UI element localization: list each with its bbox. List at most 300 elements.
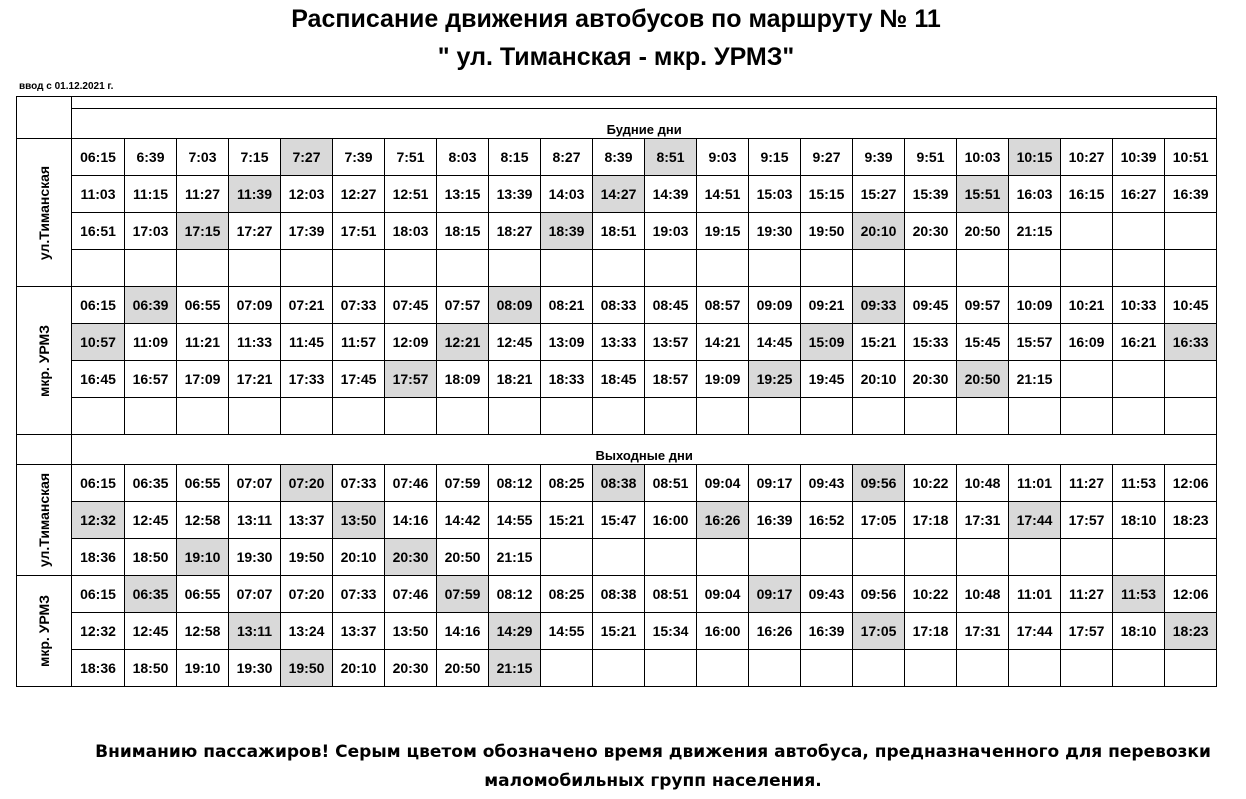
departure-time: 17:57 xyxy=(1061,502,1113,539)
departure-time: 20:30 xyxy=(905,361,957,398)
departure-time-accessible: 16:26 xyxy=(697,502,749,539)
table-row xyxy=(17,650,1217,687)
departure-time: 09:45 xyxy=(905,287,957,324)
departure-time: 10:39 xyxy=(1113,139,1165,176)
departure-time-accessible: 10:15 xyxy=(1009,139,1061,176)
departure-time: 13:24 xyxy=(281,613,333,650)
departure-time: 7:51 xyxy=(385,139,437,176)
departure-time xyxy=(1113,650,1165,687)
departure-time-accessible: 14:27 xyxy=(593,176,645,213)
departure-time: 16:03 xyxy=(1009,176,1061,213)
departure-time: 18:45 xyxy=(593,361,645,398)
departure-time: 21:15 xyxy=(1009,213,1061,250)
departure-time: 08:51 xyxy=(645,576,697,613)
departure-time xyxy=(853,539,905,576)
departure-time: 07:07 xyxy=(229,465,281,502)
departure-time: 11:33 xyxy=(229,324,281,361)
departure-time: 12:09 xyxy=(385,324,437,361)
departure-time: 17:09 xyxy=(177,361,229,398)
departure-time xyxy=(645,650,697,687)
departure-time xyxy=(125,250,177,287)
departure-time-accessible: 10:57 xyxy=(72,324,125,361)
departure-time: 08:12 xyxy=(489,465,541,502)
departure-time: 09:21 xyxy=(801,287,853,324)
table-row xyxy=(17,250,1217,287)
stop-label-cell xyxy=(17,465,72,576)
stop-label-cell xyxy=(17,576,72,687)
departure-time: 09:17 xyxy=(749,465,801,502)
departure-time xyxy=(281,250,333,287)
departure-time: 20:50 xyxy=(437,539,489,576)
departure-time xyxy=(801,250,853,287)
departure-time: 09:57 xyxy=(957,287,1009,324)
table-row xyxy=(17,213,1217,250)
departure-time: 09:04 xyxy=(697,576,749,613)
departure-time: 07:57 xyxy=(437,287,489,324)
departure-time: 16:39 xyxy=(749,502,801,539)
departure-time: 12:51 xyxy=(385,176,437,213)
departure-time: 06:55 xyxy=(177,287,229,324)
departure-time: 14:42 xyxy=(437,502,489,539)
departure-time: 17:51 xyxy=(333,213,385,250)
departure-time: 15:15 xyxy=(801,176,853,213)
departure-time: 09:56 xyxy=(853,576,905,613)
departure-time: 17:27 xyxy=(229,213,281,250)
departure-time: 09:04 xyxy=(697,465,749,502)
departure-time: 20:10 xyxy=(853,361,905,398)
departure-time-accessible: 07:20 xyxy=(281,465,333,502)
departure-time: 07:20 xyxy=(281,576,333,613)
departure-time xyxy=(957,650,1009,687)
departure-time: 19:45 xyxy=(801,361,853,398)
schedule-table xyxy=(16,96,1217,687)
departure-time: 18:09 xyxy=(437,361,489,398)
departure-time: 16:00 xyxy=(645,502,697,539)
departure-time: 9:03 xyxy=(697,139,749,176)
departure-time xyxy=(333,250,385,287)
departure-time: 14:45 xyxy=(749,324,801,361)
departure-time xyxy=(957,539,1009,576)
departure-time: 18:57 xyxy=(645,361,697,398)
departure-time: 06:15 xyxy=(72,465,125,502)
departure-time: 8:27 xyxy=(541,139,593,176)
departure-time xyxy=(905,398,957,435)
departure-time: 17:05 xyxy=(853,502,905,539)
departure-time: 17:45 xyxy=(333,361,385,398)
departure-time: 19:50 xyxy=(281,539,333,576)
day-type-header: Выходные дни xyxy=(72,435,1217,465)
departure-time-accessible: 17:44 xyxy=(1009,502,1061,539)
departure-time xyxy=(281,398,333,435)
departure-time: 17:33 xyxy=(281,361,333,398)
departure-time: 07:09 xyxy=(229,287,281,324)
departure-time: 08:33 xyxy=(593,287,645,324)
departure-time xyxy=(1113,361,1165,398)
table-row xyxy=(17,139,1217,176)
departure-time-accessible: 08:09 xyxy=(489,287,541,324)
departure-time: 18:10 xyxy=(1113,613,1165,650)
departure-time: 12:32 xyxy=(72,613,125,650)
departure-time xyxy=(1061,361,1113,398)
departure-time: 17:03 xyxy=(125,213,177,250)
departure-time-accessible: 19:25 xyxy=(749,361,801,398)
departure-time: 11:57 xyxy=(333,324,385,361)
departure-time-accessible: 7:27 xyxy=(281,139,333,176)
departure-time xyxy=(72,398,125,435)
departure-time xyxy=(749,250,801,287)
departure-time xyxy=(1113,539,1165,576)
departure-time-accessible: 18:39 xyxy=(541,213,593,250)
departure-time: 16:21 xyxy=(1113,324,1165,361)
departure-time: 21:15 xyxy=(489,539,541,576)
table-row xyxy=(17,361,1217,398)
departure-time-accessible: 08:38 xyxy=(593,465,645,502)
departure-time xyxy=(1061,213,1113,250)
table-row xyxy=(17,176,1217,213)
departure-time: 14:16 xyxy=(385,502,437,539)
departure-time xyxy=(1009,398,1061,435)
departure-time xyxy=(1165,650,1217,687)
departure-time xyxy=(1165,398,1217,435)
departure-time: 18:36 xyxy=(72,650,125,687)
departure-time: 11:45 xyxy=(281,324,333,361)
departure-time xyxy=(593,650,645,687)
departure-time: 19:09 xyxy=(697,361,749,398)
departure-time xyxy=(853,650,905,687)
departure-time-accessible: 06:39 xyxy=(125,287,177,324)
departure-time: 16:00 xyxy=(697,613,749,650)
departure-time: 19:30 xyxy=(749,213,801,250)
departure-time xyxy=(437,250,489,287)
departure-time: 06:15 xyxy=(72,576,125,613)
departure-time: 11:27 xyxy=(1061,465,1113,502)
departure-time: 17:44 xyxy=(1009,613,1061,650)
departure-time xyxy=(957,398,1009,435)
departure-time: 6:39 xyxy=(125,139,177,176)
departure-time: 15:33 xyxy=(905,324,957,361)
departure-time: 10:21 xyxy=(1061,287,1113,324)
departure-time: 14:51 xyxy=(697,176,749,213)
departure-time-accessible: 14:29 xyxy=(489,613,541,650)
departure-time: 7:15 xyxy=(229,139,281,176)
departure-time xyxy=(1009,539,1061,576)
departure-time: 07:46 xyxy=(385,576,437,613)
departure-time: 12:06 xyxy=(1165,465,1217,502)
departure-time-accessible: 20:50 xyxy=(957,361,1009,398)
departure-time: 18:33 xyxy=(541,361,593,398)
table-row xyxy=(17,398,1217,435)
departure-time: 7:39 xyxy=(333,139,385,176)
departure-time: 19:15 xyxy=(697,213,749,250)
departure-time: 18:03 xyxy=(385,213,437,250)
departure-time xyxy=(1165,361,1217,398)
departure-time: 17:57 xyxy=(1061,613,1113,650)
departure-time xyxy=(645,539,697,576)
stop-name: мкр. УРМЗ xyxy=(36,595,52,667)
departure-time: 07:33 xyxy=(333,576,385,613)
departure-time: 09:43 xyxy=(801,576,853,613)
departure-time xyxy=(853,398,905,435)
departure-time xyxy=(593,398,645,435)
table-row xyxy=(17,465,1217,502)
departure-time: 13:50 xyxy=(385,613,437,650)
departure-time xyxy=(385,250,437,287)
departure-time: 17:31 xyxy=(957,613,1009,650)
departure-time-accessible: 09:17 xyxy=(749,576,801,613)
departure-time: 17:21 xyxy=(229,361,281,398)
departure-time: 8:03 xyxy=(437,139,489,176)
departure-time xyxy=(1061,539,1113,576)
departure-time-accessible: 8:51 xyxy=(645,139,697,176)
departure-time-accessible: 20:30 xyxy=(385,539,437,576)
departure-time: 19:30 xyxy=(229,539,281,576)
departure-time-accessible: 16:33 xyxy=(1165,324,1217,361)
departure-time xyxy=(593,539,645,576)
departure-time: 15:45 xyxy=(957,324,1009,361)
departure-time xyxy=(749,398,801,435)
departure-time: 13:37 xyxy=(281,502,333,539)
table-row xyxy=(17,287,1217,324)
table-row xyxy=(17,613,1217,650)
departure-time: 13:37 xyxy=(333,613,385,650)
departure-time xyxy=(645,250,697,287)
departure-time: 10:45 xyxy=(1165,287,1217,324)
departure-time: 06:55 xyxy=(177,465,229,502)
departure-time xyxy=(541,250,593,287)
departure-time: 13:33 xyxy=(593,324,645,361)
departure-time xyxy=(645,398,697,435)
departure-time: 07:59 xyxy=(437,465,489,502)
day-type-header: Будние дни xyxy=(72,109,1217,139)
departure-time: 15:47 xyxy=(593,502,645,539)
table-row xyxy=(17,576,1217,613)
departure-time: 10:33 xyxy=(1113,287,1165,324)
departure-time: 10:22 xyxy=(905,576,957,613)
departure-time-accessible: 12:21 xyxy=(437,324,489,361)
page-title: Расписание движения автобусов по маршруту № 11 xyxy=(291,5,941,33)
departure-time: 11:21 xyxy=(177,324,229,361)
departure-time xyxy=(1061,250,1113,287)
table-row xyxy=(17,324,1217,361)
departure-time: 8:39 xyxy=(593,139,645,176)
departure-time: 07:33 xyxy=(333,287,385,324)
route-subtitle: " ул. Тиманская - мкр. УРМЗ" xyxy=(437,43,795,71)
departure-time xyxy=(229,398,281,435)
departure-time: 12:03 xyxy=(281,176,333,213)
departure-time: 18:50 xyxy=(125,650,177,687)
departure-time xyxy=(749,539,801,576)
departure-time: 10:48 xyxy=(957,465,1009,502)
departure-time: 11:01 xyxy=(1009,465,1061,502)
notice-line-2: маломобильных групп населения. xyxy=(484,771,822,791)
departure-time: 16:39 xyxy=(1165,176,1217,213)
departure-time: 12:45 xyxy=(489,324,541,361)
stop-name: мкр. УРМЗ xyxy=(36,324,52,397)
stop-label-cell xyxy=(17,287,72,435)
departure-time: 14:39 xyxy=(645,176,697,213)
notice-line-1: Вниманию пассажиров! Серым цветом обозначено время движения автобуса, предназначенного для перевозки xyxy=(95,742,1211,762)
departure-time xyxy=(1061,650,1113,687)
departure-time-accessible: 21:15 xyxy=(489,650,541,687)
departure-time: 17:39 xyxy=(281,213,333,250)
departure-time: 10:51 xyxy=(1165,139,1217,176)
departure-time: 08:25 xyxy=(541,465,593,502)
header-spacer xyxy=(72,97,1217,109)
departure-time: 08:38 xyxy=(593,576,645,613)
departure-time: 16:27 xyxy=(1113,176,1165,213)
departure-time xyxy=(1009,250,1061,287)
departure-time xyxy=(437,398,489,435)
departure-time-accessible: 07:59 xyxy=(437,576,489,613)
departure-time: 12:58 xyxy=(177,502,229,539)
departure-time: 10:03 xyxy=(957,139,1009,176)
departure-time xyxy=(229,250,281,287)
departure-time-accessible: 18:23 xyxy=(1165,613,1217,650)
departure-time: 07:46 xyxy=(385,465,437,502)
departure-time: 9:51 xyxy=(905,139,957,176)
departure-time: 08:45 xyxy=(645,287,697,324)
departure-time: 18:36 xyxy=(72,539,125,576)
departure-time: 07:33 xyxy=(333,465,385,502)
departure-time: 18:21 xyxy=(489,361,541,398)
departure-time xyxy=(541,398,593,435)
departure-time: 15:27 xyxy=(853,176,905,213)
departure-time-accessible: 09:56 xyxy=(853,465,905,502)
departure-time: 12:06 xyxy=(1165,576,1217,613)
departure-time-accessible: 19:50 xyxy=(281,650,333,687)
departure-time: 18:50 xyxy=(125,539,177,576)
departure-time: 10:27 xyxy=(1061,139,1113,176)
departure-time: 07:21 xyxy=(281,287,333,324)
departure-time xyxy=(385,398,437,435)
departure-time: 13:39 xyxy=(489,176,541,213)
departure-time-accessible: 20:10 xyxy=(853,213,905,250)
departure-time xyxy=(177,398,229,435)
departure-time: 11:01 xyxy=(1009,576,1061,613)
departure-time: 18:51 xyxy=(593,213,645,250)
departure-time: 12:58 xyxy=(177,613,229,650)
departure-time: 16:51 xyxy=(72,213,125,250)
departure-time xyxy=(697,650,749,687)
departure-time: 14:21 xyxy=(697,324,749,361)
departure-time: 11:53 xyxy=(1113,465,1165,502)
departure-time xyxy=(1165,250,1217,287)
departure-time xyxy=(1113,250,1165,287)
departure-time: 9:27 xyxy=(801,139,853,176)
departure-time xyxy=(541,650,593,687)
corner-cell xyxy=(17,435,72,465)
departure-time: 15:21 xyxy=(853,324,905,361)
departure-time: 15:57 xyxy=(1009,324,1061,361)
departure-time-accessible: 15:51 xyxy=(957,176,1009,213)
departure-time: 20:30 xyxy=(905,213,957,250)
departure-time: 16:09 xyxy=(1061,324,1113,361)
stop-name: ул.Тиманская xyxy=(36,165,52,260)
departure-time: 18:10 xyxy=(1113,502,1165,539)
departure-time: 10:48 xyxy=(957,576,1009,613)
departure-time xyxy=(489,250,541,287)
departure-time: 08:12 xyxy=(489,576,541,613)
departure-time xyxy=(72,250,125,287)
departure-time: 20:30 xyxy=(385,650,437,687)
departure-time xyxy=(541,539,593,576)
departure-time xyxy=(1165,539,1217,576)
departure-time xyxy=(957,250,1009,287)
departure-time: 13:15 xyxy=(437,176,489,213)
departure-time: 12:27 xyxy=(333,176,385,213)
departure-time: 19:03 xyxy=(645,213,697,250)
departure-time: 17:31 xyxy=(957,502,1009,539)
departure-time: 14:16 xyxy=(437,613,489,650)
departure-time: 11:27 xyxy=(177,176,229,213)
departure-time: 18:23 xyxy=(1165,502,1217,539)
corner-cell xyxy=(17,97,72,139)
departure-time: 08:51 xyxy=(645,465,697,502)
departure-time: 16:26 xyxy=(749,613,801,650)
departure-time: 09:43 xyxy=(801,465,853,502)
departure-time: 7:03 xyxy=(177,139,229,176)
departure-time: 11:03 xyxy=(72,176,125,213)
departure-time: 16:57 xyxy=(125,361,177,398)
departure-time: 21:15 xyxy=(1009,361,1061,398)
departure-time xyxy=(697,250,749,287)
departure-time: 17:18 xyxy=(905,502,957,539)
table-row xyxy=(17,502,1217,539)
departure-time: 18:27 xyxy=(489,213,541,250)
departure-time: 16:39 xyxy=(801,613,853,650)
departure-time-accessible: 12:32 xyxy=(72,502,125,539)
passenger-notice xyxy=(60,738,1246,796)
departure-time: 15:39 xyxy=(905,176,957,213)
departure-time: 08:57 xyxy=(697,287,749,324)
departure-time-accessible: 13:50 xyxy=(333,502,385,539)
departure-time xyxy=(697,539,749,576)
departure-time: 11:27 xyxy=(1061,576,1113,613)
effective-date: ввод с 01.12.2021 г. xyxy=(19,81,114,92)
departure-time-accessible: 11:53 xyxy=(1113,576,1165,613)
departure-time-accessible: 17:15 xyxy=(177,213,229,250)
departure-time: 06:55 xyxy=(177,576,229,613)
departure-time xyxy=(1009,650,1061,687)
departure-time xyxy=(333,398,385,435)
departure-time: 09:09 xyxy=(749,287,801,324)
departure-time: 9:15 xyxy=(749,139,801,176)
departure-time-accessible: 17:05 xyxy=(853,613,905,650)
departure-time: 15:34 xyxy=(645,613,697,650)
departure-time xyxy=(853,250,905,287)
departure-time xyxy=(1061,398,1113,435)
departure-time: 11:09 xyxy=(125,324,177,361)
departure-time: 06:15 xyxy=(72,139,125,176)
departure-time-accessible: 15:09 xyxy=(801,324,853,361)
departure-time: 07:07 xyxy=(229,576,281,613)
departure-time: 12:45 xyxy=(125,613,177,650)
departure-time: 13:09 xyxy=(541,324,593,361)
departure-time: 15:21 xyxy=(541,502,593,539)
departure-time: 13:57 xyxy=(645,324,697,361)
departure-time xyxy=(489,398,541,435)
departure-time xyxy=(749,650,801,687)
departure-time: 08:21 xyxy=(541,287,593,324)
departure-time xyxy=(125,398,177,435)
departure-time xyxy=(1113,213,1165,250)
table-row xyxy=(17,539,1217,576)
departure-time: 15:21 xyxy=(593,613,645,650)
departure-time xyxy=(801,398,853,435)
departure-time-accessible: 11:39 xyxy=(229,176,281,213)
departure-time-accessible: 06:35 xyxy=(125,576,177,613)
departure-time xyxy=(177,250,229,287)
